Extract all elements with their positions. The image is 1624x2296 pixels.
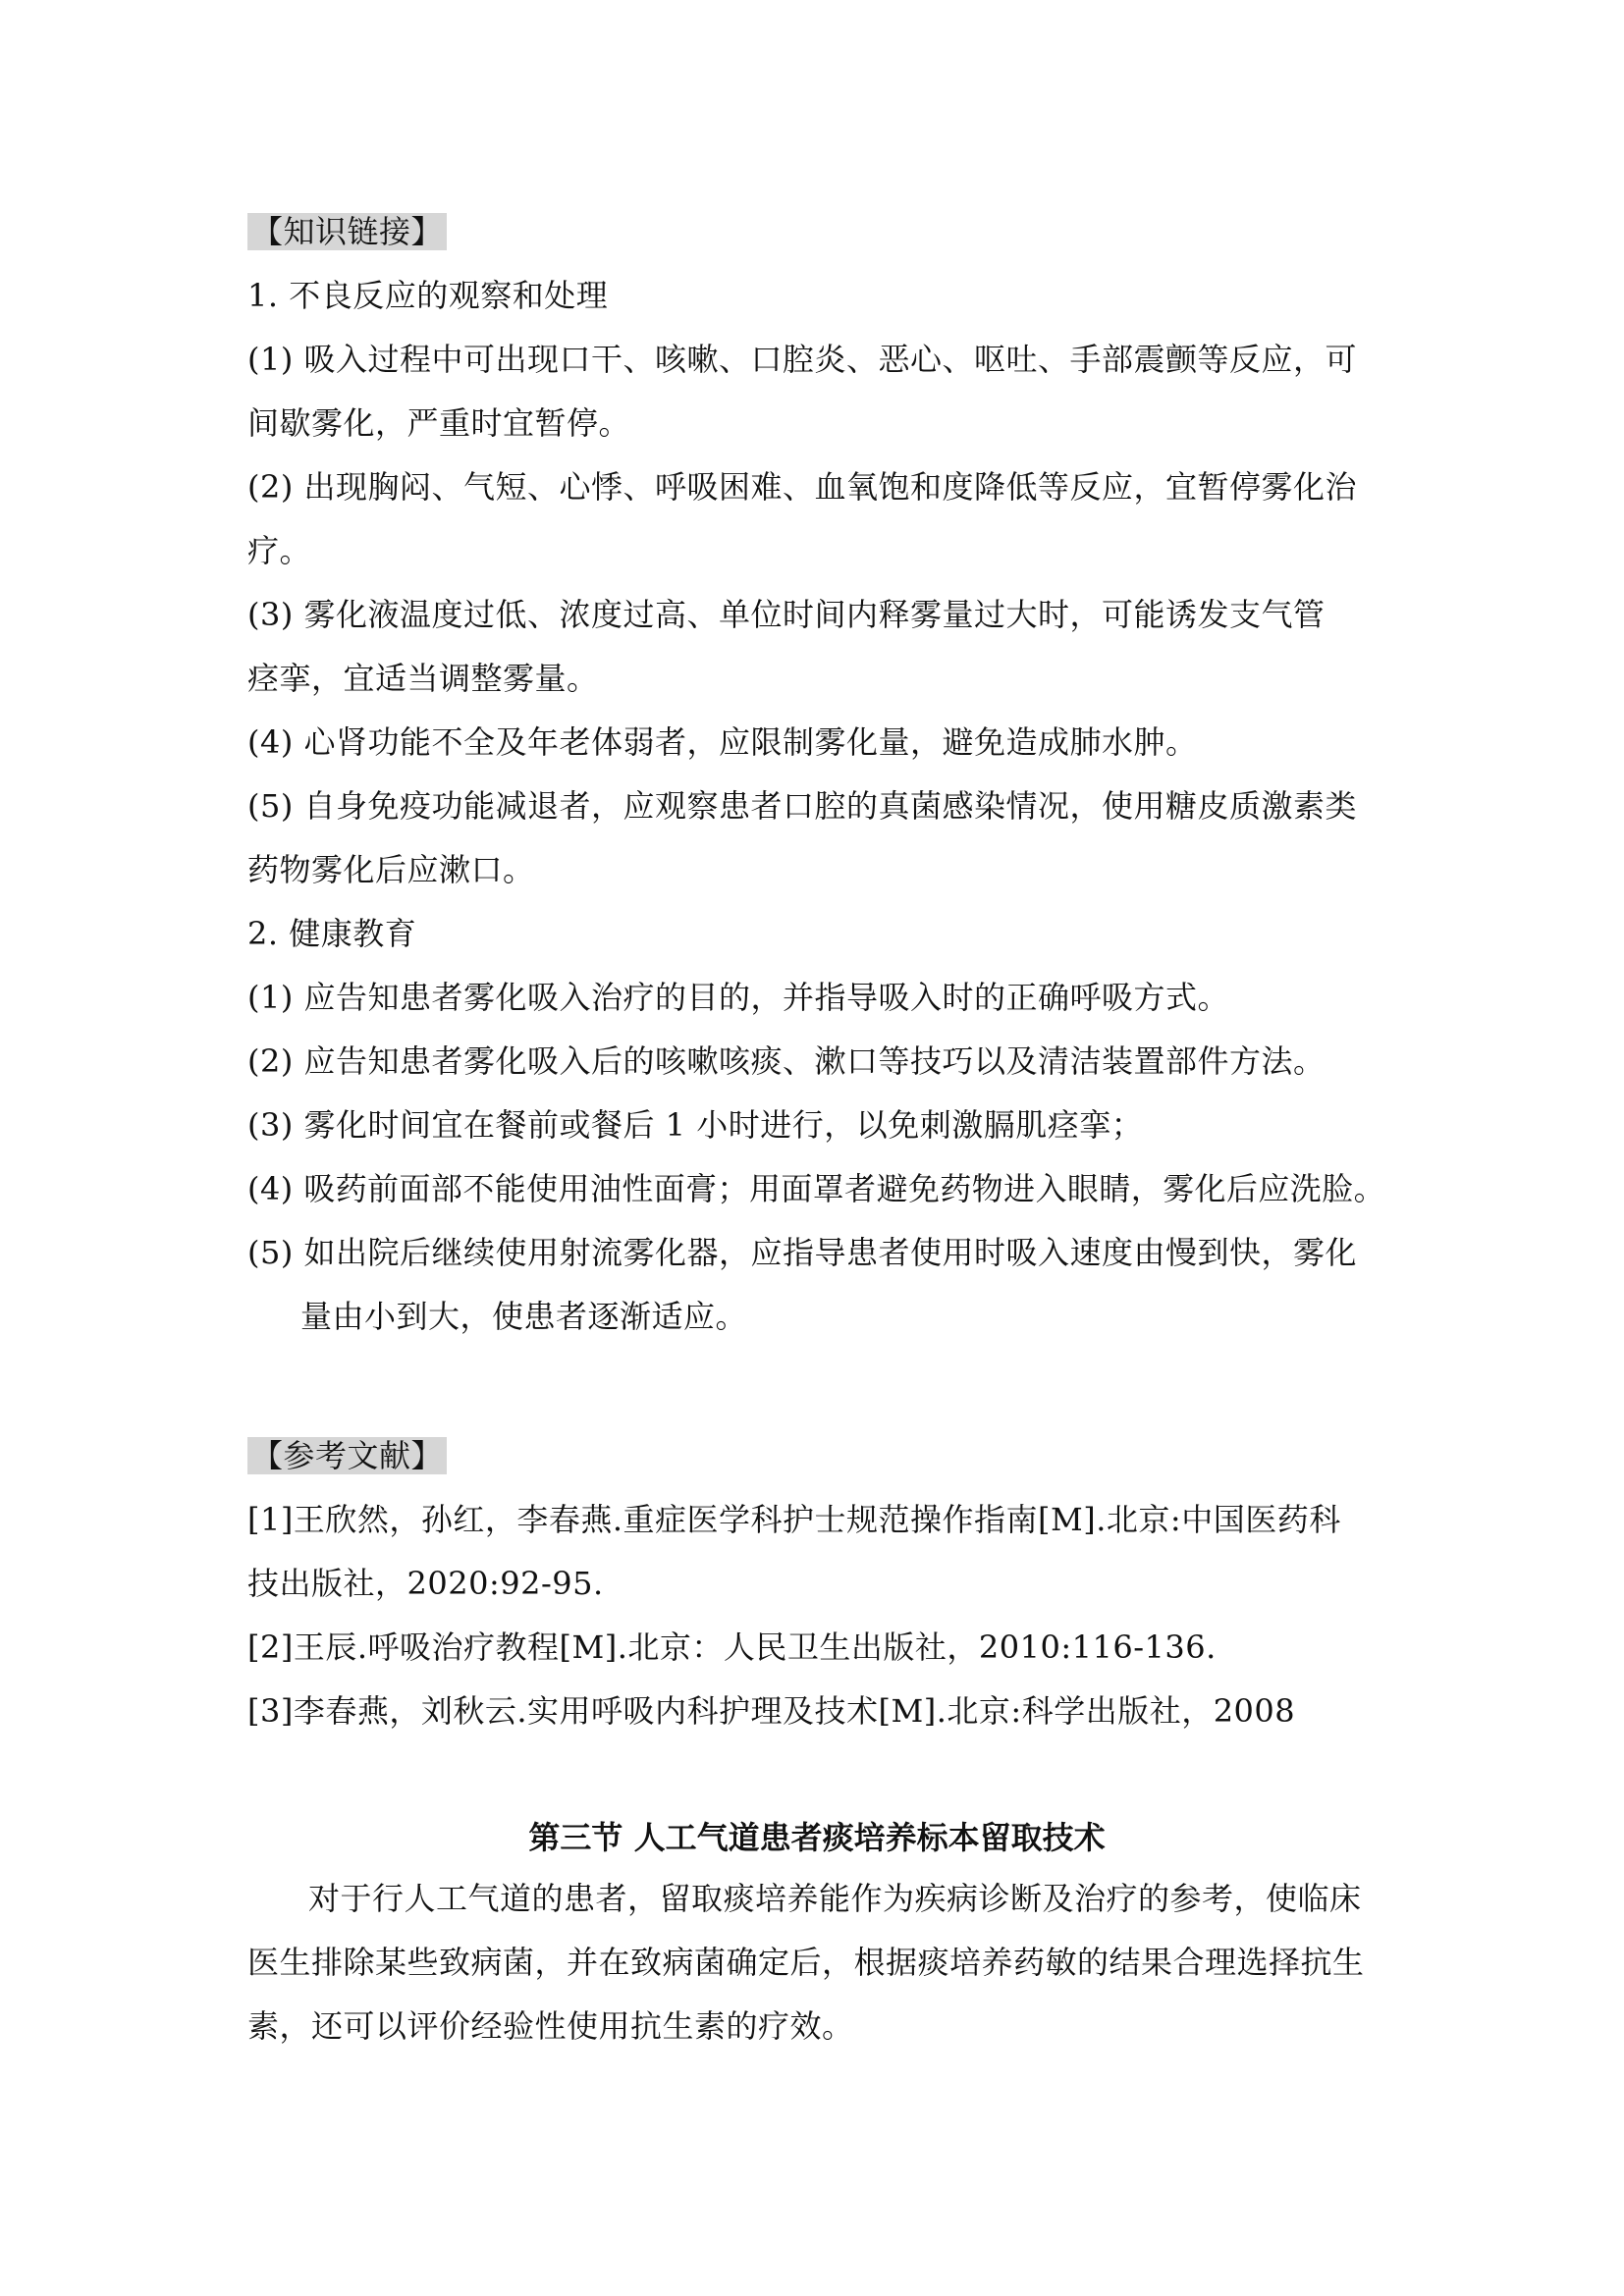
references-title-label: 【参考文献】: [247, 1437, 447, 1474]
knowledge-line: 量由小到大，使患者逐渐适应。: [300, 1298, 748, 1335]
knowledge-line: 痉挛，宜适当调整雾量。: [247, 660, 599, 697]
reference-line: [1]王欣然，孙红，李春燕.重症医学科护士规范操作指南[M].北京:中国医药科: [247, 1501, 1341, 1538]
section-paragraph-line: 对于行人工气道的患者，留取痰培养能作为疾病诊断及治疗的参考，使临床: [308, 1880, 1362, 1917]
knowledge-line: (4) 心肾功能不全及年老体弱者，应限制雾化量，避免造成肺水肿。: [247, 723, 1198, 761]
knowledge-line: 疗。: [247, 532, 312, 569]
knowledge-link-title-label: 【知识链接】: [247, 213, 447, 250]
section-paragraph-line: 素，还可以评价经验性使用抗生素的疗效。: [247, 2007, 854, 2045]
knowledge-line: 1. 不良反应的观察和处理: [247, 277, 609, 314]
section-heading: 第三节 人工气道患者痰培养标本留取技术: [528, 1819, 1106, 1856]
reference-line: [3]李春燕，刘秋云.实用呼吸内科护理及技术[M].北京:科学出版社，2008: [247, 1692, 1296, 1730]
section-paragraph-line: 医生排除某些致病菌，并在致病菌确定后，根据痰培养药敏的结果合理选择抗生: [247, 1944, 1365, 1981]
knowledge-line: (2) 出现胸闷、气短、心悸、呼吸困难、血氧饱和度降低等反应，宜暂停雾化治: [247, 468, 1358, 506]
knowledge-line: 药物雾化后应漱口。: [247, 851, 535, 888]
knowledge-line: (5) 自身免疫功能减退者，应观察患者口腔的真菌感染情况，使用糖皮质激素类: [247, 787, 1358, 825]
reference-line: [2]王辰.呼吸治疗教程[M].北京：人民卫生出版社，2010:116-136.: [247, 1629, 1217, 1666]
knowledge-line: 间歇雾化，严重时宜暂停。: [247, 404, 631, 442]
knowledge-line: (3) 雾化液温度过低、浓度过高、单位时间内释雾量过大时，可能诱发支气管: [247, 596, 1326, 633]
reference-line: 技出版社，2020:92-95.: [247, 1565, 604, 1602]
document-page: [247, 0, 1386, 2296]
knowledge-line: (1) 吸入过程中可出现口干、咳嗽、口腔炎、恶心、呕吐、手部震颤等反应，可: [247, 341, 1358, 378]
knowledge-line: (1) 应告知患者雾化吸入治疗的目的，并指导吸入时的正确呼吸方式。: [247, 979, 1230, 1016]
knowledge-line: (3) 雾化时间宜在餐前或餐后 1 小时进行，以免刺激膈肌痉挛；: [247, 1106, 1144, 1144]
knowledge-link-title: [247, 212, 447, 251]
references-title: [247, 1436, 447, 1475]
knowledge-line: (2) 应告知患者雾化吸入后的咳嗽咳痰、漱口等技巧以及清洁装置部件方法。: [247, 1042, 1326, 1080]
knowledge-line: (4) 吸药前面部不能使用油性面膏；用面罩者避免药物进入眼睛，雾化后应洗脸。: [247, 1170, 1386, 1207]
knowledge-line: (5) 如出院后继续使用射流雾化器，应指导患者使用时吸入速度由慢到快，雾化: [247, 1234, 1358, 1271]
knowledge-line: 2. 健康教育: [247, 915, 417, 952]
